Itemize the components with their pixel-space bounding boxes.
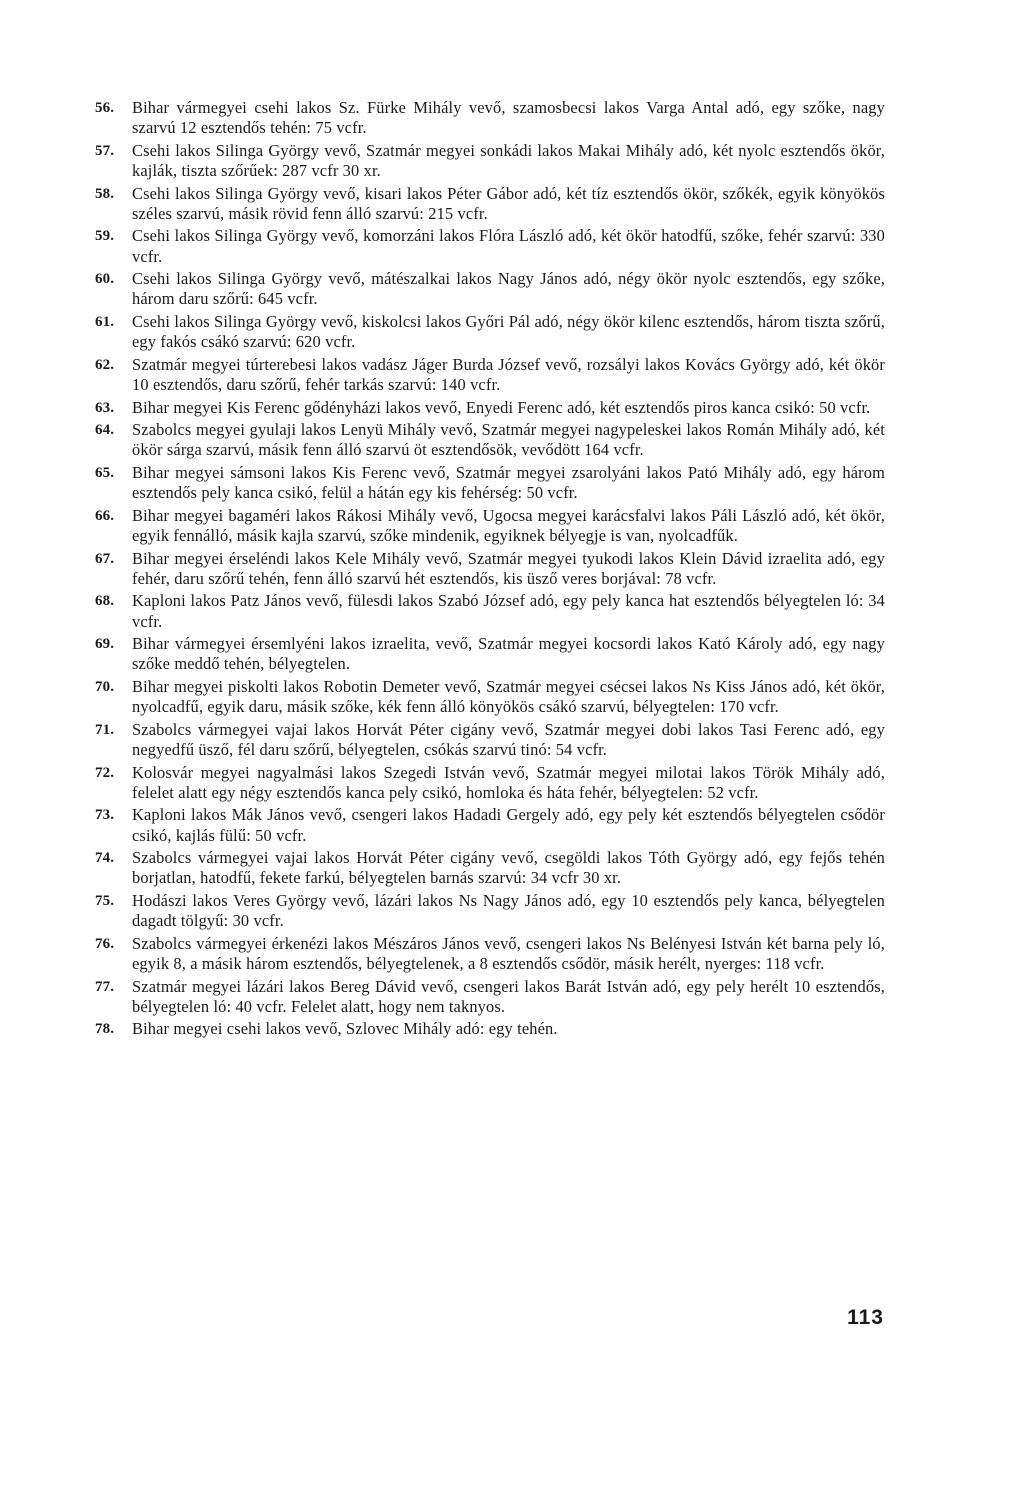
entry-text: Szabolcs vármegyei vajai lakos Horvát Péter cigány vevő, csegöldi lakos Tóth György adó, egy fejős tehén borjatlan, hatodfű, fekete farkú, bélyegtelen barnás szarvú: 34 vcfr 30 xr.	[132, 848, 885, 888]
list-item	[95, 763, 885, 803]
list-item	[95, 312, 885, 352]
list-item	[95, 720, 885, 760]
entry-number: 60.	[95, 271, 115, 288]
list-item	[95, 226, 885, 266]
list-item	[95, 934, 885, 974]
list-item	[95, 677, 885, 717]
entry-number: 70.	[95, 678, 115, 695]
entry-text: Bihar megyei bagaméri lakos Rákosi Mihály vevő, Ugocsa megyei karácsfalvi lakos Páli László adó, két ökör, egyik fennálló, másik kajla szarvú, szőke mindenik, egyiknek bélyegje is van, nyolcadfűk.	[132, 505, 885, 545]
entry-number: 68.	[95, 593, 115, 610]
entry-number: 61.	[95, 313, 115, 330]
entry-text: Hodászi lakos Veres György vevő, lázári lakos Ns Nagy János adó, egy 10 esztendős pely kanca, bélyegtelen dagadt tölgyű: 30 vcfr.	[132, 890, 885, 931]
list-item	[95, 977, 885, 1017]
list-item	[95, 463, 885, 503]
list-item	[95, 549, 885, 589]
list-item	[95, 591, 885, 631]
entry-number: 77.	[95, 978, 115, 995]
list-item	[95, 269, 885, 309]
list-item	[95, 141, 885, 181]
list-item	[95, 1019, 885, 1039]
entry-text: Bihar vármegyei érsemlyéni lakos izraelita, vevő, Szatmár megyei kocsordi lakos Kató Károly adó, egy nagy szőke meddő tehén, bélyegtelen.	[132, 634, 885, 674]
entry-number: 76.	[95, 935, 115, 952]
entry-number: 59.	[95, 228, 115, 245]
entry-text: Bihar megyei érseléndi lakos Kele Mihály vevő, Szatmár megyei tyukodi lakos Klein Dávid izraelita adó, egy fehér, daru szőrű tehén, fenn álló szarvú hét esztendős, kis üsző veres borjával: 78 vcfr.	[132, 548, 885, 588]
entry-number: 57.	[95, 142, 115, 159]
entry-number: 72.	[95, 764, 115, 781]
entry-number: 71.	[95, 721, 115, 738]
entry-number: 58.	[95, 185, 115, 202]
entry-text: Bihar vármegyei csehi lakos Sz. Fürke Mihály vevő, szamosbecsi lakos Varga Antal adó, egy szőke, nagy szarvú 12 esztendős tehén: 75 vcfr.	[132, 98, 885, 138]
entry-number: 63.	[95, 399, 115, 416]
entry-text: Kolosvár megyei nagyalmási lakos Szegedi István vevő, Szatmár megyei milotai lakos Török Mihály adó, felelet alatt egy négy esztendős kanca pely csikó, homloka és háta fehér, bélyegtelen: 52 vcfr.	[132, 762, 885, 802]
list-item	[95, 184, 885, 224]
entry-number: 64.	[95, 422, 115, 439]
entry-text: Csehi lakos Silinga György vevő, komorzáni lakos Flóra László adó, két ökör hatodfű, szőke, fehér szarvú: 330 vcfr.	[132, 226, 885, 266]
entry-text: Csehi lakos Silinga György vevő, Szatmár megyei sonkádi lakos Makai Mihály adó, két nyolc esztendős ökör, kajlák, tiszta szőrűek: 287 vcfr 30 xr.	[132, 140, 885, 180]
entry-number: 65.	[95, 464, 115, 481]
entry-number: 67.	[95, 550, 115, 567]
entry-number: 69.	[95, 636, 115, 653]
list-item	[95, 506, 885, 546]
list-item	[95, 848, 885, 888]
page-number: 113	[847, 1306, 884, 1329]
entry-text: Kaploni lakos Patz János vevő, fülesdi lakos Szabó József adó, egy pely kanca hat esztendős bélyegtelen ló: 34 vcfr.	[132, 591, 885, 631]
list-item	[95, 98, 885, 138]
entry-text: Szabolcs vármegyei vajai lakos Horvát Péter cigány vevő, Szatmár megyei dobi lakos Tasi Ferenc adó, egy negyedfű üsző, fél daru szőrű, bélyegtelen, csókás szarvú tinó: 54 vcfr.	[132, 719, 885, 759]
entry-text: Bihar megyei piskolti lakos Robotin Demeter vevő, Szatmár megyei csécsei lakos Ns Kiss János adó, két ökör, nyolcadfű, egyik daru, másik szőke, kék fenn álló könyökös csákó szarvú, bélyegtelen: 170 vcfr.	[132, 676, 885, 717]
entry-text: Bihar megyei Kis Ferenc gődényházi lakos vevő, Enyedi Ferenc adó, két esztendős piros kanca csikó: 50 vcfr.	[132, 397, 871, 417]
entry-text: Szabolcs megyei gyulaji lakos Lenyü Mihály vevő, Szatmár megyei nagypeleskei lakos Román Mihály adó, két ökör sárga szarvú, másik fenn álló szarvú öt esztendősök, vevődött 164 vcfr.	[132, 420, 885, 460]
entry-text: Kaploni lakos Mák János vevő, csengeri lakos Hadadi Gergely adó, egy pely két esztendős bélyegtelen csődör csikó, kajlás fülű: 50 vcfr.	[132, 805, 885, 845]
entry-list	[95, 98, 885, 1042]
entry-number: 75.	[95, 892, 115, 909]
entry-number: 74.	[95, 850, 115, 867]
entry-text: Bihar megyei sámsoni lakos Kis Ferenc vevő, Szatmár megyei zsarolyáni lakos Pató Mihály adó, egy három esztendős pely kanca csikó, felül a hátán egy kis fehérség: 50 vcfr.	[132, 462, 885, 503]
entry-text: Bihar megyei csehi lakos vevő, Szlovec Mihály adó: egy tehén.	[132, 1019, 558, 1039]
entry-text: Csehi lakos Silinga György vevő, kiskolcsi lakos Győri Pál adó, négy ökör kilenc esztendős, három tiszta szőrű, egy fakós csákó szarvú: 620 vcfr.	[132, 311, 885, 352]
entry-number: 56.	[95, 100, 115, 116]
entry-number: 66.	[95, 507, 115, 524]
entry-text: Csehi lakos Silinga György vevő, kisari lakos Péter Gábor adó, két tíz esztendős ökör, szőkék, egyik könyökös széles szarvú, másik rövid fenn álló szarvú: 215 vcfr.	[132, 183, 885, 223]
entry-number: 78.	[95, 1021, 115, 1038]
entry-number: 73.	[95, 807, 115, 824]
list-item	[95, 398, 885, 418]
list-item	[95, 355, 885, 395]
list-item	[95, 805, 885, 845]
entry-text: Szabolcs vármegyei érkenézi lakos Mészáros János vevő, csengeri lakos Ns Belényesi István két barna pely ló, egyik 8, a másik három esztendős, bélyegtelenek, a 8 esztendős csődör, másik herélt, nyerges: 118 vcfr.	[132, 933, 885, 973]
entry-text: Szatmár megyei túrterebesi lakos vadász Jáger Burda József vevő, rozsályi lakos Kovács György adó, két ökör 10 esztendős, daru szőrű, fehér tarkás szarvú: 140 vcfr.	[132, 354, 885, 394]
list-item	[95, 634, 885, 674]
entry-text: Csehi lakos Silinga György vevő, mátészalkai lakos Nagy János adó, négy ökör nyolc esztendős, egy szőke, három daru szőrű: 645 vcfr.	[132, 269, 885, 309]
entry-text: Szatmár megyei lázári lakos Bereg Dávid vevő, csengeri lakos Barát István adó, egy pely herélt 10 esztendős, bélyegtelen ló: 40 vcfr. Felelet alatt, hogy nem taknyos.	[132, 976, 885, 1016]
list-item	[95, 420, 885, 460]
entry-number: 62.	[95, 356, 115, 373]
list-item	[95, 891, 885, 931]
